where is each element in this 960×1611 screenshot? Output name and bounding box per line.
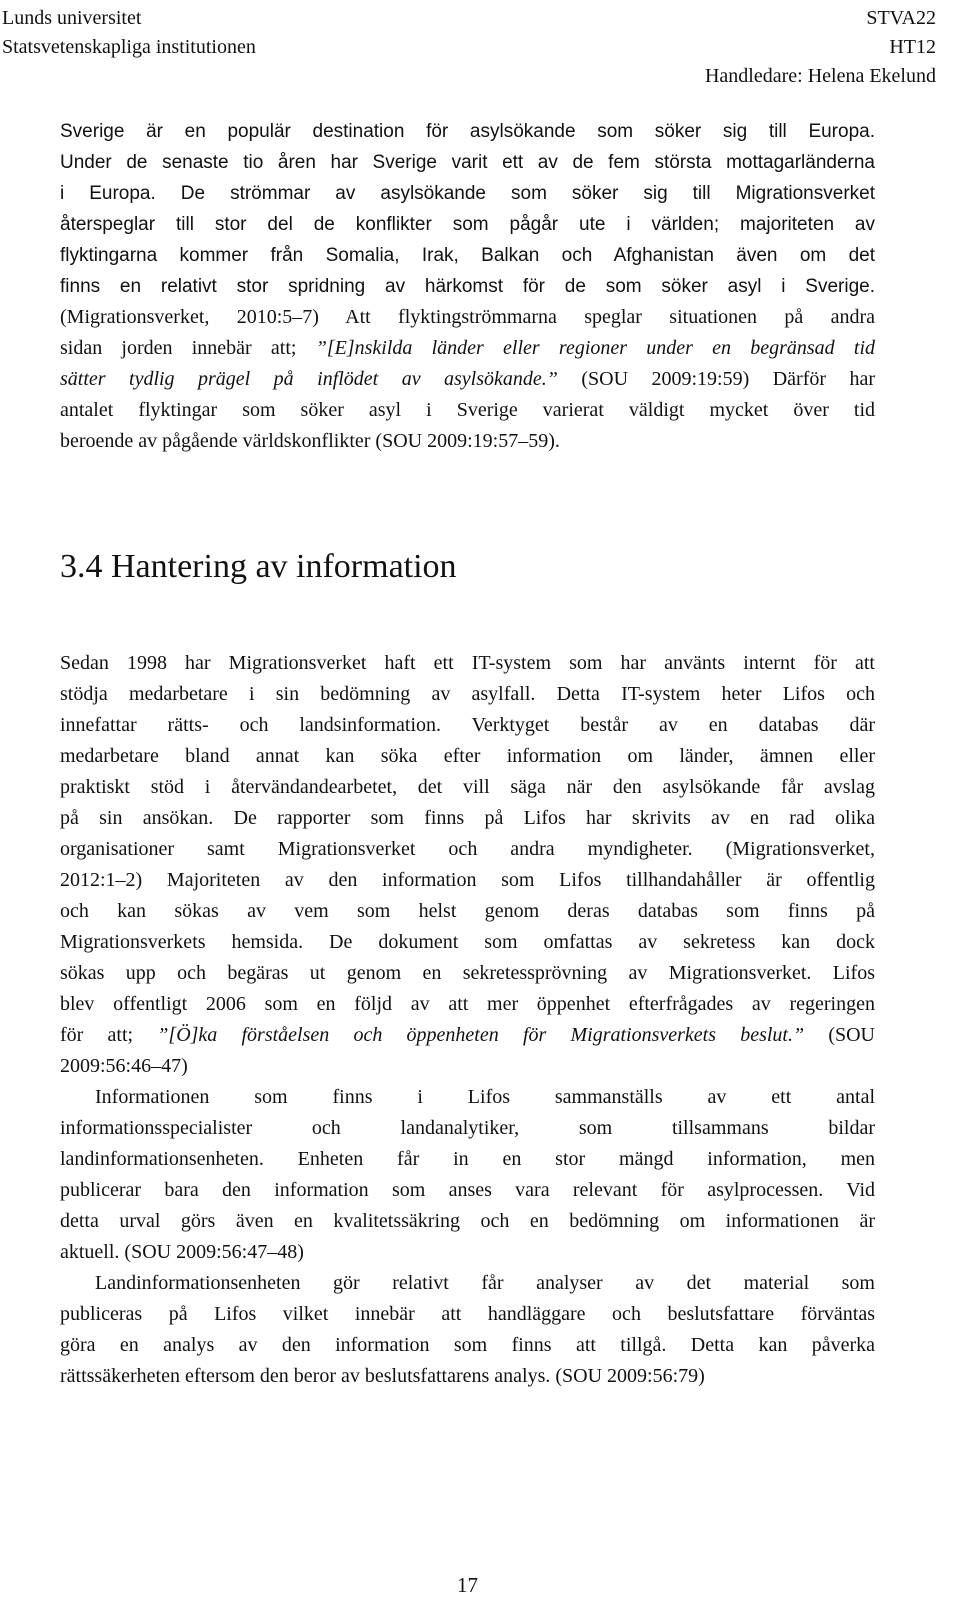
text-line [60,1330,875,1361]
text-segment: i Europa. De strömmar av asylsökande som söker sig till Migrationsverket [60,183,875,204]
text-line [60,803,875,834]
text-line [60,147,875,178]
text-line [60,927,875,958]
text-segment: 2012:1–2) Majoriteten av den information som Lifos tillhandahåller är offentlig [60,869,875,891]
text-line [60,1237,875,1268]
text-segment: rättssäkerheten eftersom den beror av beslutsfattarens analys. (SOU 2009:56:79) [60,1365,705,1387]
text-line [60,741,875,772]
text-segment: 2009:56:46–47) [60,1055,188,1077]
text-segment: Sverige är en populär destination för asylsökande som söker sig till Europa. [60,121,875,142]
university-name: Lunds universitet [2,7,142,29]
text-segment: stödja medarbetare i sin bedömning av asylfall. Detta IT-system heter Lifos och [60,683,875,705]
text-segment: för att; [60,1024,158,1046]
text-line [60,1082,875,1113]
text-line [60,1113,875,1144]
text-segment: publiceras på Lifos vilket innebär att handläggare och beslutsfattare förväntas [60,1303,875,1325]
header-left [2,4,256,62]
text-line [60,772,875,803]
text-line [60,240,875,271]
department-name: Statsvetenskapliga institutionen [2,36,256,58]
paragraph-asylum-destination [60,116,875,457]
text-line [60,989,875,1020]
quote-segment: ”[E]nskilda länder eller regioner under en begränsad tid [315,337,875,359]
text-segment: på sin ansökan. De rapporter som finns på Lifos har skrivits av en rad olika [60,807,875,829]
text-segment: flyktingarna kommer från Somalia, Irak, Balkan och Afghanistan även om det [60,245,875,266]
text-segment: aktuell. (SOU 2009:56:47–48) [60,1241,304,1263]
text-line [60,896,875,927]
text-line [60,648,875,679]
text-segment: Sedan 1998 har Migrationsverket haft ett IT-system som har använts internt för att [60,652,875,674]
header-right [705,4,936,91]
text-segment: återspeglar till stor del de konflikter som pågår ute i världen; majoriteten av [60,214,875,235]
text-segment: sökas upp och begäras ut genom en sekretessprövning av Migrationsverket. Lifos [60,962,875,984]
text-line [60,426,875,457]
text-segment: medarbetare bland annat kan söka efter information om länder, ämnen eller [60,745,875,767]
text-segment: innefattar rätts- och landsinformation. Verktyget består av en databas där [60,714,875,736]
text-line [60,834,875,865]
text-segment: Landinformationsenheten gör relativt får analyser av det material som [95,1272,875,1294]
text-line [60,1051,875,1082]
text-line [60,302,875,333]
text-segment: blev offentligt 2006 som en följd av att mer öppenhet efterfrågades av regeringen [60,993,875,1015]
text-line [60,1361,875,1392]
text-line [60,395,875,426]
text-line [60,1206,875,1237]
text-line [60,958,875,989]
text-segment: publicerar bara den information som anses vara relevant för asylprocessen. Vid [60,1179,875,1201]
text-segment: informationsspecialister och landanalytiker, som tillsammans bildar [60,1117,875,1139]
text-segment: göra en analys av den information som finns att tillgå. Detta kan påverka [60,1334,875,1356]
term-code: HT12 [889,36,936,58]
text-line [60,178,875,209]
page-number: 17 [457,1573,478,1597]
course-code: STVA22 [866,7,936,29]
text-segment: Migrationsverkets hemsida. De dokument som omfattas av sekretess kan dock [60,931,875,953]
text-segment: (Migrationsverket, 2010:5–7) Att flyktingströmmarna speglar situationen på andra [60,306,875,328]
text-segment: Under de senaste tio åren har Sverige varit ett av de fem största mottagarländerna [60,152,875,173]
text-segment: antalet flyktingar som söker asyl i Sverige varierat väldigt mycket över tid [60,399,875,421]
paragraph-lifos [60,648,875,1392]
text-segment: sidan jorden innebär att; [60,337,316,359]
text-segment: praktiskt stöd i återvändandearbetet, det vill säga när den asylsökande får avslag [60,776,875,798]
text-line [60,116,875,147]
text-line [60,271,875,302]
text-line [60,1144,875,1175]
text-line [60,333,875,364]
text-line [60,1268,875,1299]
text-line [60,679,875,710]
text-segment: Informationen som finns i Lifos sammanställs av ett antal [95,1086,875,1108]
quote-segment: sätter tydlig prägel på inflödet av asylsökande.” [60,368,558,390]
section-heading: 3.4 Hantering av information [60,548,457,585]
text-line [60,865,875,896]
text-segment: och kan sökas av vem som helst genom deras databas som finns på [60,900,875,922]
text-line [60,1175,875,1206]
text-segment: organisationer samt Migrationsverket och andra myndigheter. (Migrationsverket, [60,838,875,860]
quote-segment: ”[Ö]ka förståelsen och öppenheten för Migrationsverkets beslut.” [157,1024,805,1046]
text-segment: finns en relativt stor spridning av härkomst för de som söker asyl i Sverige. [60,276,875,297]
text-line [60,209,875,240]
text-line [60,1299,875,1330]
text-segment: beroende av pågående världskonflikter (SOU 2009:19:57–59). [60,430,560,452]
text-line [60,364,875,395]
text-segment: landinformationsenheten. Enheten får in en stor mängd information, men [60,1148,875,1170]
text-segment: detta urval görs även en kvalitetssäkring och en bedömning om informationen är [60,1210,875,1232]
text-line [60,1020,875,1051]
text-line [60,710,875,741]
text-segment: (SOU [804,1024,875,1046]
text-segment: (SOU 2009:19:59) Därför har [557,368,875,390]
supervisor-line: Handledare: Helena Ekelund [704,65,936,87]
